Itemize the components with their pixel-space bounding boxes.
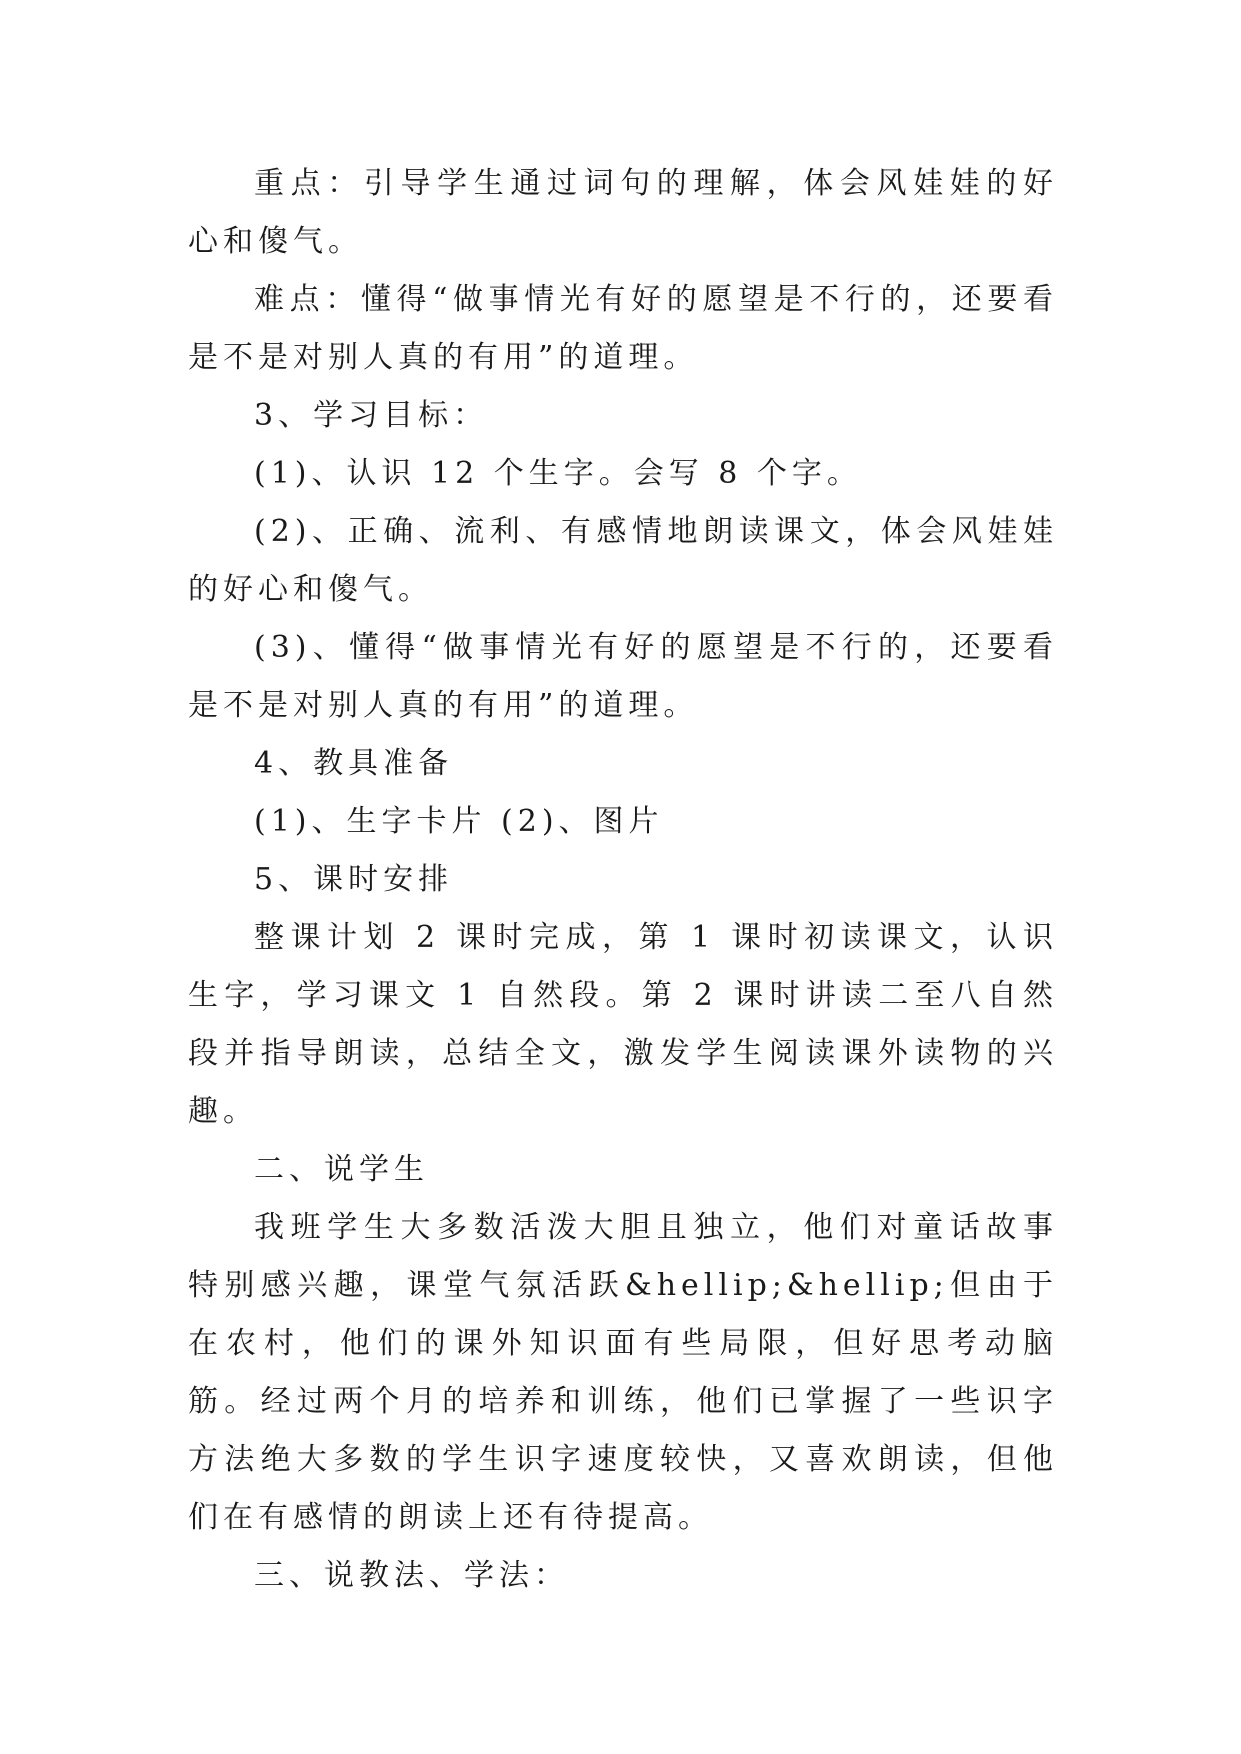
heading-teaching-aids: 4、教具准备 xyxy=(254,746,454,781)
teaching-aids-list: (1)、生字卡片 (2)、图片 xyxy=(254,804,664,839)
paragraph-key-point: 重点：引导学生通过词句的理解，体会风娃娃的好心和傻气。 xyxy=(188,166,1058,259)
heading-students: 二、说学生 xyxy=(254,1152,429,1187)
paragraph-students: 我班学生大多数活泼大胆且独立，他们对童话故事特别感兴趣，课堂气氛活跃&hellip;&hellip;但由于在农村，他们的课外知识面有些局限，但好思考动脑筋。经过两个月的培养和训练，他们已掌握了一些识字方法绝大多数的学生识字速度较快，又喜欢朗读，但他们在有感情的朗读上还有待提高。 xyxy=(188,1210,1058,1535)
heading-learning-goals: 3、学习目标： xyxy=(254,398,489,433)
paragraph-difficulty: 难点：懂得“做事情光有好的愿望是不行的，还要看是不是对别人真的有用”的道理。 xyxy=(188,282,1058,375)
goal-item-2: (2)、正确、流利、有感情地朗读课文，体会风娃娃的好心和傻气。 xyxy=(188,514,1058,607)
goal-item-3: (3)、懂得“做事情光有好的愿望是不行的，还要看是不是对别人真的有用”的道理。 xyxy=(188,630,1058,723)
paragraph-schedule: 整课计划 2 课时完成，第 1 课时初读课文，认识生字，学习课文 1 自然段。第 2 课时讲读二至八自然段并指导朗读，总结全文，激发学生阅读课外读物的兴趣。 xyxy=(188,920,1058,1129)
heading-methods: 三、说教法、学法： xyxy=(254,1558,569,1593)
document-body xyxy=(188,155,1058,1605)
heading-schedule: 5、课时安排 xyxy=(254,862,454,897)
goal-item-1: (1)、认识 12 个生字。会写 8 个字。 xyxy=(254,456,862,491)
